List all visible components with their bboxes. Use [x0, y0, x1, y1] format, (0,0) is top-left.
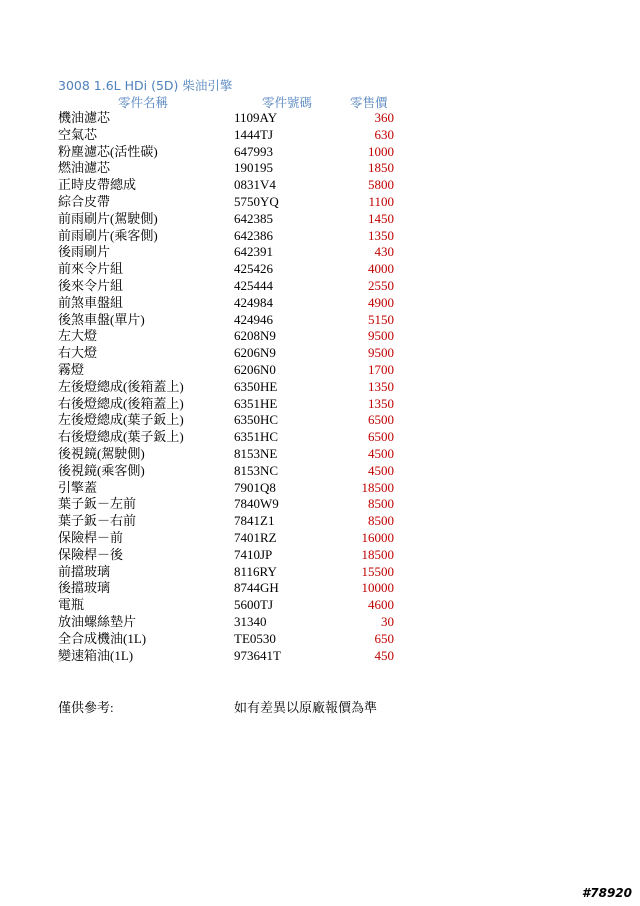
part-number-cell: 642385 — [234, 210, 273, 226]
price-cell: 15500 — [361, 563, 394, 579]
part-name-cell: 機油濾芯 — [58, 110, 111, 125]
part-name-cell: 後視鏡(乘客側) — [58, 462, 145, 478]
part-name-cell: 綜合皮帶 — [58, 193, 111, 209]
part-number-cell: 7840W9 — [234, 496, 279, 512]
price-cell: 8500 — [368, 496, 394, 512]
part-number-cell: 5750YQ — [234, 193, 279, 209]
part-number-cell: 425426 — [234, 261, 273, 277]
part-number-cell: 6206N0 — [234, 361, 276, 377]
part-name-cell: 放油螺絲墊片 — [58, 613, 137, 629]
price-cell: 1350 — [368, 378, 394, 394]
table-row — [0, 513, 640, 530]
part-number-cell: 6351HE — [234, 395, 278, 411]
table-row — [0, 446, 640, 463]
part-name-cell: 右後燈總成(葉子鈑上) — [58, 429, 184, 445]
price-cell: 5150 — [368, 311, 394, 327]
table-row — [0, 530, 640, 547]
part-number-cell: 6351HC — [234, 429, 279, 445]
part-number-cell: 190195 — [234, 160, 273, 176]
part-name-cell: 左大燈 — [58, 328, 98, 344]
price-cell: 9500 — [368, 345, 394, 361]
table-row — [0, 177, 640, 194]
part-number-cell: 1109AY — [234, 110, 278, 125]
table-row — [0, 463, 640, 480]
part-name-cell: 後煞車盤(單片) — [58, 311, 145, 327]
header-part-name: 零件名稱 — [118, 95, 169, 110]
part-number-cell: 1444TJ — [234, 126, 273, 142]
price-cell: 450 — [374, 647, 394, 663]
part-name-cell: 變速箱油(1L) — [58, 647, 134, 663]
price-cell: 4900 — [368, 294, 394, 310]
part-name-cell: 粉塵濾芯(活性碳) — [58, 143, 158, 159]
part-number-cell: 7401RZ — [234, 529, 277, 545]
part-number-cell: 7841Z1 — [234, 513, 275, 529]
price-cell: 6500 — [368, 412, 394, 428]
table-row — [0, 312, 640, 329]
table-row — [0, 144, 640, 161]
header-part-number: 零件號碼 — [262, 95, 313, 110]
price-cell: 4500 — [368, 462, 394, 478]
header-retail-price: 零售價 — [350, 95, 388, 110]
table-row — [0, 412, 640, 429]
part-name-cell: 空氣芯 — [58, 126, 98, 142]
part-number-cell: 6208N9 — [234, 328, 276, 344]
part-number-cell: 31340 — [234, 613, 267, 629]
part-number-cell: 6350HE — [234, 378, 278, 394]
price-cell: 1000 — [368, 143, 394, 159]
table-row — [0, 244, 640, 261]
part-name-cell: 葉子鈑－左前 — [58, 496, 137, 512]
part-number-cell: 642391 — [234, 244, 273, 260]
part-number-cell: 6350HC — [234, 412, 279, 428]
table-row — [0, 614, 640, 631]
part-name-cell: 前來令片組 — [58, 261, 124, 277]
footer-note-reference: 僅供參考: — [58, 700, 114, 715]
table-row — [0, 379, 640, 396]
document-title: 3008 1.6L HDi (5D) 柴油引擎 — [58, 78, 233, 93]
part-name-cell: 保險桿－前 — [58, 529, 124, 545]
part-number-cell: 424984 — [234, 294, 273, 310]
part-number-cell: 8153NE — [234, 445, 278, 461]
price-cell: 630 — [374, 126, 394, 142]
table-row — [0, 496, 640, 513]
table-row — [0, 160, 640, 177]
price-cell: 1450 — [368, 210, 394, 226]
table-row — [0, 648, 640, 665]
part-number-cell: 0831V4 — [234, 177, 276, 193]
part-name-cell: 全合成機油(1L) — [58, 630, 147, 646]
part-name-cell: 後雨刷片 — [58, 244, 111, 260]
part-number-cell: 6206N9 — [234, 345, 276, 361]
price-cell: 18500 — [361, 546, 394, 562]
price-cell: 1700 — [368, 361, 394, 377]
price-cell: 10000 — [361, 580, 394, 596]
price-cell: 30 — [381, 613, 394, 629]
price-cell: 2550 — [368, 277, 394, 293]
part-number-cell: TE0530 — [234, 630, 276, 646]
price-cell: 1100 — [368, 193, 394, 209]
part-name-cell: 左後燈總成(葉子鈑上) — [58, 412, 184, 428]
part-name-cell: 正時皮帶總成 — [58, 177, 137, 193]
part-name-cell: 霧燈 — [58, 361, 85, 377]
part-name-cell: 電瓶 — [58, 597, 85, 613]
parts-table — [0, 110, 640, 664]
table-row — [0, 631, 640, 648]
part-number-cell: 424946 — [234, 311, 273, 327]
table-row — [0, 328, 640, 345]
part-number-cell: 5600TJ — [234, 597, 273, 613]
table-row — [0, 362, 640, 379]
part-name-cell: 前煞車盤組 — [58, 294, 124, 310]
table-row — [0, 228, 640, 245]
price-cell: 9500 — [368, 328, 394, 344]
part-name-cell: 保險桿－後 — [58, 546, 124, 562]
part-number-cell: 973641T — [234, 647, 281, 663]
part-number-cell: 8744GH — [234, 580, 279, 596]
part-name-cell: 後擋玻璃 — [58, 580, 111, 596]
table-row — [0, 194, 640, 211]
price-cell: 360 — [374, 110, 394, 125]
price-cell: 1350 — [368, 395, 394, 411]
part-name-cell: 前雨刷片(乘客側) — [58, 227, 158, 243]
price-cell: 1850 — [368, 160, 394, 176]
table-row — [0, 580, 640, 597]
price-cell: 5800 — [368, 177, 394, 193]
part-name-cell: 燃油濾芯 — [58, 160, 111, 176]
part-name-cell: 右後燈總成(後箱蓋上) — [58, 395, 184, 411]
page-stamp: #78920 — [581, 886, 632, 900]
table-row — [0, 597, 640, 614]
part-name-cell: 前擋玻璃 — [58, 563, 111, 579]
part-name-cell: 引擎蓋 — [58, 479, 98, 495]
table-row — [0, 547, 640, 564]
table-row — [0, 480, 640, 497]
part-name-cell: 後來令片組 — [58, 277, 124, 293]
footer-note-disclaimer: 如有差異以原廠報價為準 — [234, 700, 378, 715]
table-row — [0, 110, 640, 127]
part-number-cell: 7901Q8 — [234, 479, 276, 495]
price-cell: 8500 — [368, 513, 394, 529]
part-name-cell: 前雨刷片(駕駛側) — [58, 210, 158, 226]
part-number-cell: 642386 — [234, 227, 273, 243]
table-row — [0, 278, 640, 295]
part-name-cell: 後視鏡(駕駛側) — [58, 445, 145, 461]
table-row — [0, 211, 640, 228]
part-number-cell: 647993 — [234, 143, 273, 159]
part-number-cell: 425444 — [234, 277, 273, 293]
part-number-cell: 7410JP — [234, 546, 273, 562]
price-cell: 18500 — [361, 479, 394, 495]
price-cell: 4000 — [368, 261, 394, 277]
part-number-cell: 8153NC — [234, 462, 279, 478]
table-row — [0, 429, 640, 446]
price-cell: 1350 — [368, 227, 394, 243]
table-row — [0, 127, 640, 144]
part-name-cell: 葉子鈑－右前 — [58, 513, 137, 529]
part-name-cell: 右大燈 — [58, 345, 98, 361]
table-row — [0, 345, 640, 362]
table-row — [0, 261, 640, 278]
table-row — [0, 564, 640, 581]
price-cell: 4600 — [368, 597, 394, 613]
price-cell: 16000 — [361, 529, 394, 545]
price-cell: 6500 — [368, 429, 394, 445]
table-row — [0, 396, 640, 413]
price-cell: 4500 — [368, 445, 394, 461]
table-row — [0, 295, 640, 312]
price-cell: 430 — [374, 244, 394, 260]
part-name-cell: 左後燈總成(後箱蓋上) — [58, 378, 184, 394]
part-number-cell: 8116RY — [234, 563, 277, 579]
price-cell: 650 — [374, 630, 394, 646]
